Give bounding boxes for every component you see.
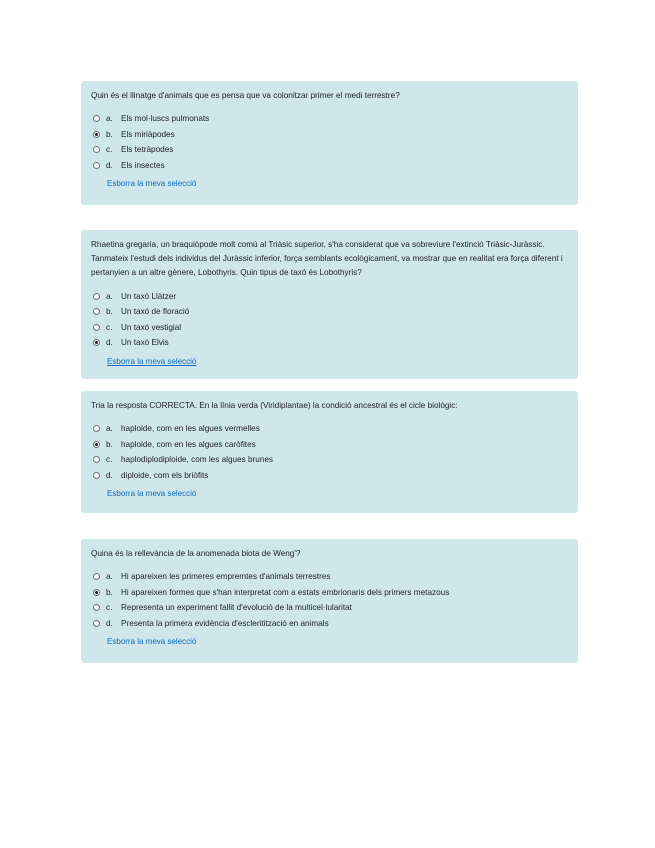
radio-button[interactable]	[93, 620, 100, 627]
answer-letter: b.	[106, 129, 113, 139]
answer-label: Un taxó Elvis	[121, 338, 169, 348]
answer-label: Els miriàpodes	[121, 129, 175, 139]
answer-letter: a.	[106, 114, 113, 124]
answer-letter: d.	[106, 470, 113, 480]
answer-label: Els tetràpodes	[121, 145, 174, 155]
answer-option-c[interactable]	[91, 600, 568, 616]
answer-option-b[interactable]	[91, 585, 568, 601]
answer-letter: b.	[106, 439, 113, 449]
answer-option-d[interactable]	[91, 158, 568, 174]
answer-option-a[interactable]	[91, 289, 568, 305]
answer-label: Hi apareixen les primeres empremtes d'animals terrestres	[121, 572, 331, 582]
answer-option-a[interactable]	[91, 569, 568, 585]
answer-letter: c.	[106, 145, 113, 155]
answer-label: Els mol·luscs pulmonats	[121, 114, 210, 124]
answer-letter: a.	[106, 572, 113, 582]
clear-selection-link[interactable]: Esborra la meva selecció	[107, 179, 197, 189]
answer-option-d[interactable]	[91, 335, 568, 351]
answer-label: Els insectes	[121, 160, 165, 170]
answer-label: Hi apareixen formes que s'han interpretat com a estats embrionaris dels primers metazous	[121, 587, 450, 597]
radio-button[interactable]	[93, 308, 100, 315]
question-card-3	[81, 391, 578, 513]
answer-list	[91, 421, 568, 483]
answer-label: Presenta la primera evidència d'escleritització en animals	[121, 618, 329, 628]
answer-option-c[interactable]	[91, 142, 568, 158]
answer-option-b[interactable]	[91, 437, 568, 453]
radio-button[interactable]	[93, 162, 100, 169]
radio-button-checked[interactable]	[93, 441, 100, 448]
answer-letter: d.	[106, 338, 113, 348]
answer-label: Representa un experiment fallit d'evolució de la multicel·lularitat	[121, 603, 352, 613]
radio-button-checked[interactable]	[93, 131, 100, 138]
answer-label: haploide, com en les algues caròfites	[121, 439, 256, 449]
answer-option-b[interactable]	[91, 304, 568, 320]
answer-option-a[interactable]	[91, 421, 568, 437]
question-card-2	[81, 230, 578, 379]
answer-option-b[interactable]	[91, 127, 568, 143]
answer-option-a[interactable]	[91, 111, 568, 127]
radio-button[interactable]	[93, 324, 100, 331]
radio-button[interactable]	[93, 115, 100, 122]
radio-button[interactable]	[93, 146, 100, 153]
answer-label: Un taxó de floració	[121, 307, 190, 317]
radio-button[interactable]	[93, 573, 100, 580]
radio-button-checked[interactable]	[93, 339, 100, 346]
radio-button[interactable]	[93, 456, 100, 463]
answer-option-c[interactable]	[91, 320, 568, 336]
answer-label: haplodiplodiploide, com les algues brunes	[121, 455, 274, 465]
radio-button[interactable]	[93, 425, 100, 432]
question-text: Rhaetina gregaria, un braquiòpode molt comú al Triàsic superior, s'ha considerat que va sobreviure l'extinció Triàsic-Juràssic. Tanmateix l'estudi dels individus del Juràssic inferior, força semblants ecològicament, va mostrar que en realitat era força diferent i pertanyien a un altre gènere, Lobothyris. Quin tipus de taxó és Lobothyris?	[91, 240, 563, 278]
answer-letter: d.	[106, 160, 113, 170]
radio-button[interactable]	[93, 293, 100, 300]
question-text: Tria la resposta CORRECTA. En la línia verda (Viridiplantae) la condició ancestral és el cicle biològic:	[91, 401, 458, 410]
answer-list	[91, 111, 568, 173]
answer-list	[91, 289, 568, 351]
answer-option-d[interactable]	[91, 616, 568, 632]
answer-list	[91, 569, 568, 631]
answer-option-d[interactable]	[91, 468, 568, 484]
answer-letter: a.	[106, 291, 113, 301]
answer-letter: c.	[106, 603, 113, 613]
question-card-1	[81, 81, 578, 205]
answer-label: haploide, com en les algues vermelles	[121, 424, 260, 434]
radio-button[interactable]	[93, 472, 100, 479]
answer-option-c[interactable]	[91, 452, 568, 468]
answer-letter: b.	[106, 307, 113, 317]
question-text: Quina és la rellevància de la anomenada biota de Weng'?	[91, 549, 301, 558]
clear-selection-link[interactable]: Esborra la meva selecció	[107, 637, 197, 647]
answer-label: Un taxó vestigial	[121, 322, 182, 332]
radio-button-checked[interactable]	[93, 589, 100, 596]
clear-selection-link[interactable]: Esborra la meva selecció	[107, 489, 197, 499]
answer-letter: a.	[106, 424, 113, 434]
answer-letter: d.	[106, 618, 113, 628]
answer-label: Un taxó Llàtzer	[121, 291, 177, 301]
answer-label: diploide, com els briòfits	[121, 470, 209, 480]
answer-letter: b.	[106, 587, 113, 597]
radio-button[interactable]	[93, 604, 100, 611]
question-card-4	[81, 539, 578, 663]
answer-letter: c.	[106, 455, 113, 465]
clear-selection-link[interactable]: Esborra la meva selecció	[107, 356, 197, 366]
question-text: Quin és el llinatge d'animals que es pensa que va colonitzar primer el medi terrestre?	[91, 91, 400, 100]
answer-letter: c.	[106, 322, 113, 332]
